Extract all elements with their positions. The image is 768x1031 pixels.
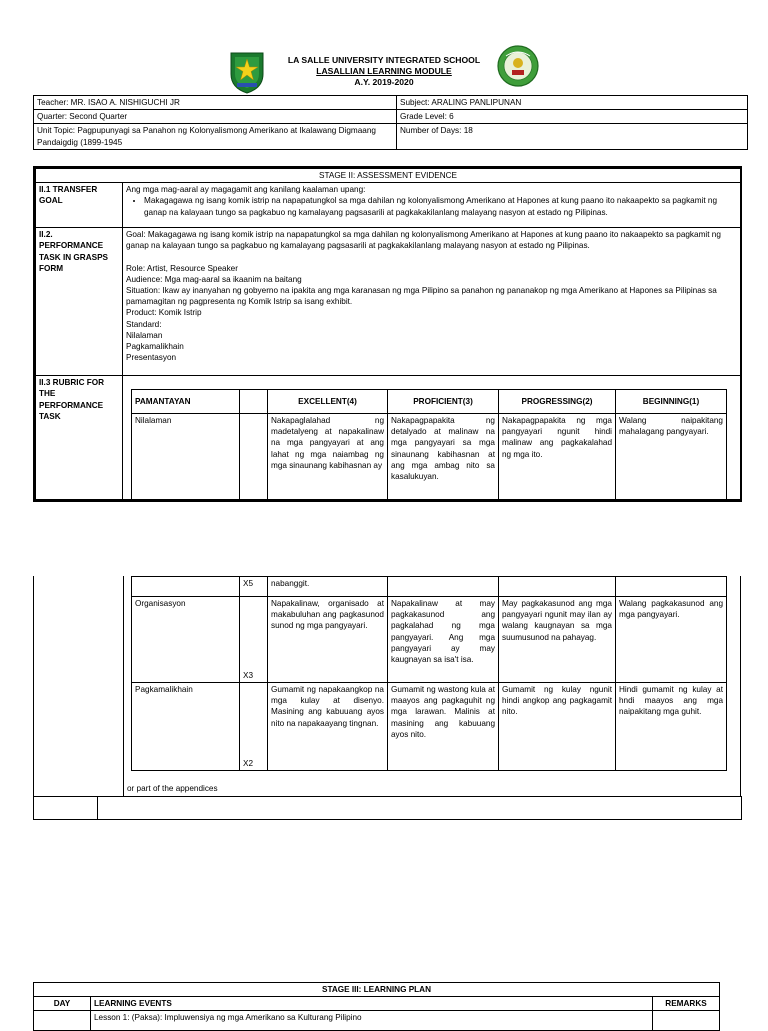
rubric-progressing [499,577,616,597]
stage2-title: STAGE II: ASSESSMENT EVIDENCE [36,169,741,183]
stage3-title: STAGE III: LEARNING PLAN [34,983,720,997]
days-cell: Number of Days: 18 [397,124,748,150]
grasps-content [123,228,741,376]
rubric-weight: X2 [240,683,268,771]
rubric-progressing: Gumamit ng kulay ngunit hindi angkop ang pagkagamit nito. [499,683,616,771]
standard-item: Pagkamalikhain [126,342,184,352]
rubric-excellent: Gumamit ng napakaangkop na mga kulay at disenyo. Masining ang kabuuang ayos nito na napakaayang tingnan. [268,683,388,771]
rubric-criterion [132,577,240,597]
continuation-divider [123,576,124,797]
grasps-goal: Goal: Makagagawa ng isang komik istrip na napapatungkol sa mga dahilan ng kolonyalismong Amerikano at Hapones at kung paano ito nakaapekto sa pagkamit ng ganap na kalayaan tungo sa pagkabuo ng kamalayang pagsasarili at pagkakakilanlang malayang nasyon at estado ng Pilipinas. [126,230,721,251]
subject-cell: Subject: ARALING PANLIPUNAN [397,96,748,110]
stage3-remarks-cell [653,1011,720,1031]
transfer-goal-label: II.1 TRANSFER GOAL [36,183,123,228]
transfer-intro: Ang mga mag-aaral ay magagamit ang kanilang kaalaman upang: [126,185,366,195]
performance-task-label: II.2. PERFORMANCE TASK IN GRASPS FORM [36,228,123,376]
grade-cell: Grade Level: 6 [397,110,748,124]
standard-item: Nilalaman [126,330,163,340]
info-table [33,95,748,150]
rubric-criterion: Nilalaman [132,414,240,500]
rubric-header-excellent: EXCELLENT(4) [268,390,388,414]
rubric-header-beginning: BEGINNING(1) [616,390,727,414]
stage3-header-remarks: REMARKS [653,997,720,1011]
rubric-header-weight [240,390,268,414]
stage3-day-cell [34,1011,91,1031]
rubric-progressing: May pagkakasunod ang mga pangyayari ngunit may ilan ay walang kaugnayan sa mga suumusunod na pahayag. [499,597,616,683]
grasps-role: Role: Artist, Resource Speaker [126,263,238,273]
grasps-standard: Standard: [126,319,162,329]
stage3-header-day: DAY [34,997,91,1011]
rubric-beginning: Hindi gumamit ng kulay at hndi maayos ang mga naipakitang mga guhit. [616,683,727,771]
document-header [0,55,768,88]
rubric-weight: X3 [240,597,268,683]
grasps-situation: Situation: Ikaw ay inanyahan ng gobyerno na ipakita ang mga karanasan ng mga Pilipino sa panahon ng pananakop ng mga Amerikano at Hapones sa Pilipinas sa pamamagitan ng pagpresenta ng Komik Istrip sa isang exhibit. [126,286,717,307]
grasps-audience: Audience: Mga mag-aaral sa ikaanim na baitang [126,274,302,284]
rubric-excellent: nabanggit. [268,577,388,597]
rubric-proficient: Napakalinaw at may pagkakasunod ang pagkalahad ng mga pangyayari. Ang mga pangyayari ay may kaugnayan sa isa't isa. [388,597,499,683]
rubric-excellent: Nakapaglalahad ng madetalyeng at napakalinaw na mga pangyayari at ang lahat ng mga naiambag ng mga sinaunang kabihasnan ay [268,414,388,500]
rubric-criterion: Pagkamalikhain [132,683,240,771]
rubric-header-progressing: PROGRESSING(2) [499,390,616,414]
appendix-note: or part of the appendices [127,784,218,793]
rubric-weight [240,414,268,500]
transfer-bullet: • Makagagawa ng isang komik istrip na napapatungkol sa mga dahilan ng kolonyalismong Amerikano at Hapones at kung paano ito nakaapekto sa pagkamit ng ganap na kalayaan tungo sa pagkabuo ng kamalayang pagsasarili at pagkakakilanlang malayang nasyon at estado ng Pilipinas. [144,195,737,217]
grasps-product: Product: Komik Istrip [126,308,202,318]
rubric-table [131,389,727,500]
rubric-proficient: Gumamit ng wastong kula at maayos ang pagkaguhit ng mga larawan. Malinis at masining ang kabuuang ayos nito. [388,683,499,771]
rubric-beginning: Walang naipakitang mahalagang pangyayari. [616,414,727,500]
unit-topic-cell: Unit Topic: Pagpupunyagi sa Panahon ng Kolonyalismong Amerikano at Ikalawang Digmaang Pandaigdig (1899-1945 [34,124,397,150]
rubric-criterion: Organisasyon [132,597,240,683]
stage3-lesson: Lesson 1: (Paksa): Impluwensiya ng mga Amerikano sa Kulturang Pilipino [91,1011,653,1031]
empty-cell [98,797,742,820]
empty-cell [34,797,98,820]
rubric-header-criteria: PAMANTAYAN [132,390,240,414]
teacher-cell: Teacher: MR. ISAO A. NISHIGUCHI JR [34,96,397,110]
rubric-proficient [388,577,499,597]
stage3-header-events: LEARNING EVENTS [91,997,653,1011]
transfer-goal-content [123,183,741,228]
module-title: LASALLIAN LEARNING MODULE [316,66,452,76]
rubric-table-continued [131,576,727,771]
quarter-cell: Quarter: Second Quarter [34,110,397,124]
rubric-proficient: Nakapagpapakita ng detalyado at malinaw na mga pangyayari sa mga sinaunang kabihasnan at ang mga ambag nito sa kasalukuyan. [388,414,499,500]
academic-year: A.Y. 2019-2020 [354,77,414,87]
standard-item: Presentasyon [126,353,177,363]
continuation-right-border [740,576,741,797]
rubric-header-proficient: PROFICIENT(3) [388,390,499,414]
empty-row-table [33,796,742,820]
rubric-weight: X5 [240,577,268,597]
rubric-progressing: Nakapagpapakita ng mga pangyayari ngunit hindi malinaw ang pagkakalahad ng mga ito. [499,414,616,500]
continuation-left-border [33,576,34,797]
rubric-beginning: Walang pagkakasunod ang mga pangyayari. [616,597,727,683]
rubric-excellent: Napakalinaw, organisado at makabuluhan ang pagkasunod sunod ng mga pangyayari. [268,597,388,683]
school-name: LA SALLE UNIVERSITY INTEGRATED SCHOOL [287,55,481,65]
rubric-label: II.3 RUBRIC FOR THE PERFORMANCE TASK [36,376,123,500]
rubric-beginning [616,577,727,597]
